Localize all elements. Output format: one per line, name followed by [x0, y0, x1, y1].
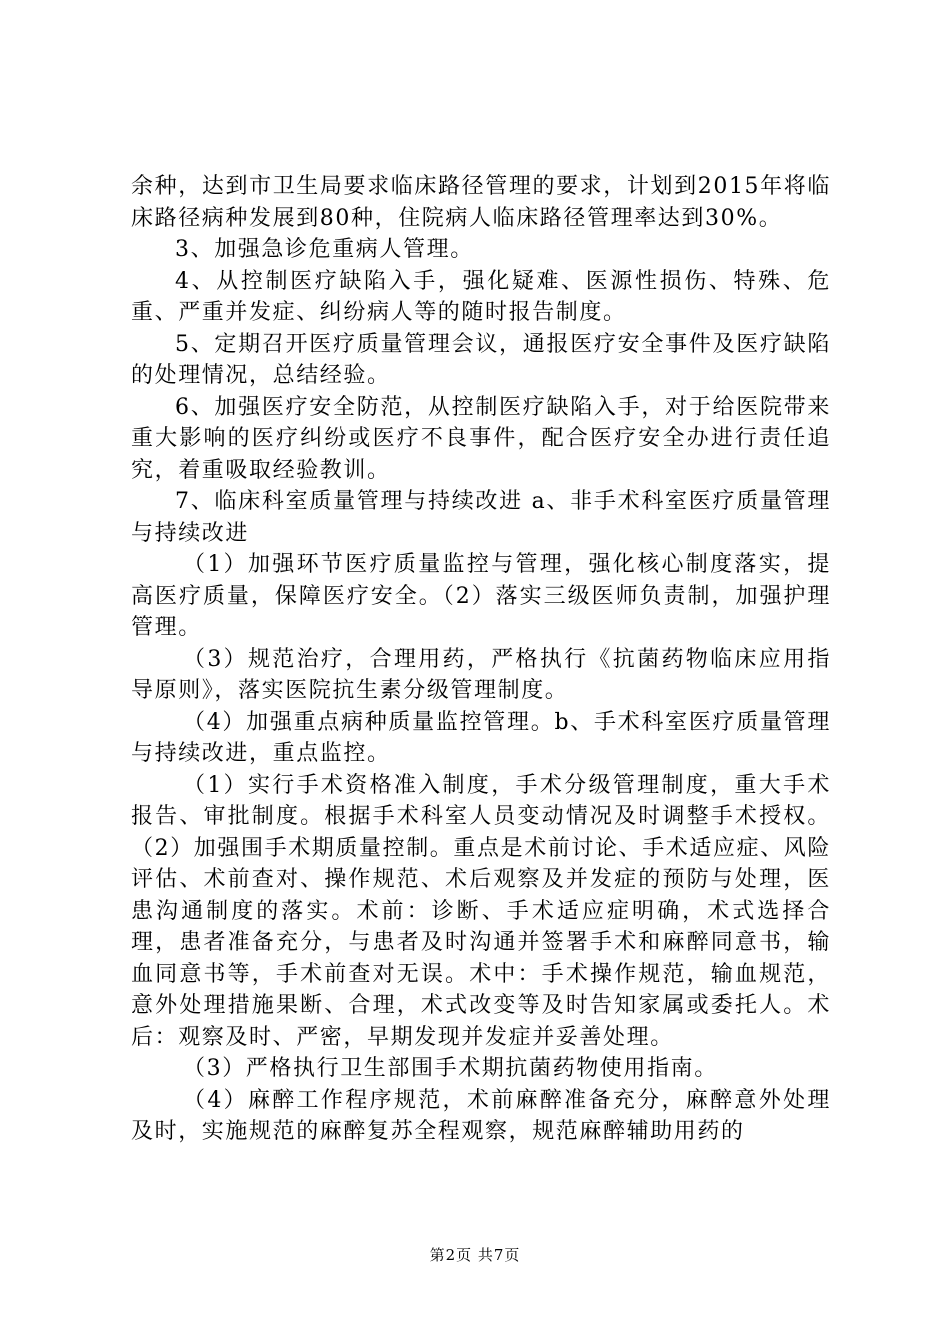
paragraph-surgery-subitem-3: （3）严格执行卫生部围手术期抗菌药物使用指南。	[183, 1056, 718, 1081]
document-body	[131, 171, 831, 1148]
paragraph-item-7: 7、临床科室质量管理与持续改进 a、非手术科室医疗质量管理与持续改进	[131, 489, 831, 546]
paragraph-item-6: 6、加强医疗安全防范，从控制医疗缺陷入手，对于给医院带来重大影响的医疗纠纷或医疗不良事件，配合医疗安全办进行责任追究，着重吸取经验教训。	[131, 394, 831, 483]
paragraph-surgery-subitem-4: （4）麻醉工作程序规范，术前麻醉准备充分，麻醉意外处理及时，实施规范的麻醉复苏全程观察，规范麻醉辅助用药的	[131, 1087, 831, 1144]
paragraph-subitem-1-2: （1）加强环节医疗质量监控与管理，强化核心制度落实，提高医疗质量，保障医疗安全。（2）落实三级医师负责制，加强护理管理。	[131, 552, 831, 640]
paragraph-item-4: 4、从控制医疗缺陷入手，强化疑难、医源性损伤、特殊、危重、严重并发症、纠纷病人等的随时报告制度。	[131, 268, 831, 325]
paragraph-item-5: 5、定期召开医疗质量管理会议，通报医疗安全事件及医疗缺陷的处理情况，总结经验。	[131, 331, 831, 388]
paragraph-surgery-subitem-1-2: （1）实行手术资格准入制度，手术分级管理制度，重大手术报告、审批制度。根据手术科室人员变动情况及时调整手术授权。（2）加强围手术期质量控制。重点是术前讨论、手术适应症、风险评估、术前查对、操作规范、术后观察及并发症的预防与处理，医患沟通制度的落实。术前：诊断、手术适应症明确，术式选择合理，患者准备充分，与患者及时沟通并签署手术和麻醉同意书，输血同意书等，手术前查对无误。术中：手术操作规范，输血规范，意外处理措施果断、合理，术式改变等及时告知家属或委托人。术后：观察及时、严密，早期发现并发症并妥善处理。	[131, 772, 831, 1050]
paragraph-continuation: 余种，达到市卫生局要求临床路径管理的要求，计划到2015年将临床路径病种发展到80种，住院病人临床路径管理率达到30%。	[131, 174, 831, 231]
paragraph-subitem-4: （4）加强重点病种质量监控管理。b、手术科室医疗质量管理与持续改进，重点监控。	[131, 709, 831, 766]
paragraph-item-3: 3、加强急诊危重病人管理。	[175, 237, 474, 262]
page-number-footer: 第2页 共7页	[429, 1246, 521, 1264]
paragraph-subitem-3: （3）规范治疗，合理用药，严格执行《抗菌药物临床应用指导原则》，落实医院抗生素分级管理制度。	[131, 646, 831, 703]
